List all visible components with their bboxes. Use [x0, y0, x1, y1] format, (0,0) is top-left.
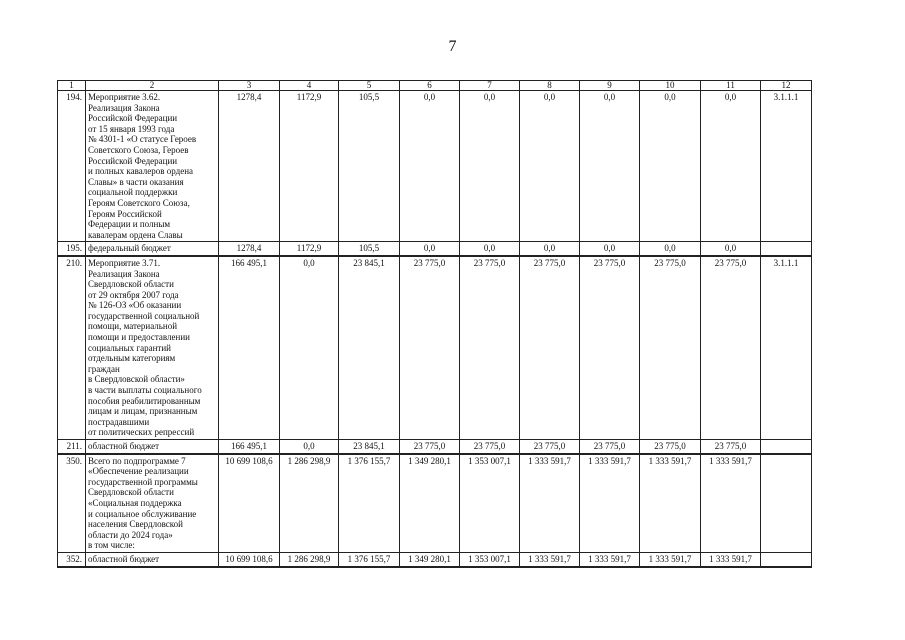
- cell-value: 23 775,0: [520, 256, 580, 440]
- cell-value: 0,0: [701, 91, 761, 242]
- cell-value: 23 775,0: [701, 440, 761, 454]
- cell-value: 1 333 591,7: [520, 552, 580, 566]
- col-header-8: 8: [520, 81, 580, 91]
- col-header-5: 5: [339, 81, 400, 91]
- cell-value: 0,0: [580, 242, 640, 256]
- cell-value: 1172,9: [280, 91, 339, 242]
- cell-value: 1 286 298,9: [280, 454, 339, 553]
- cell-value: 0,0: [640, 91, 701, 242]
- row-number: 350.: [58, 454, 86, 553]
- cell-value: 0,0: [460, 242, 520, 256]
- table-row: [58, 440, 812, 454]
- cell-value: 23 775,0: [580, 256, 640, 440]
- table-row: [58, 552, 812, 566]
- cell-target-ref: [761, 440, 812, 454]
- row-number: 210.: [58, 256, 86, 440]
- table-row: [58, 454, 812, 553]
- cell-value: 105,5: [339, 242, 400, 256]
- col-header-6: 6: [400, 81, 460, 91]
- table-row: [58, 91, 812, 242]
- row-description: областной бюджет: [86, 440, 219, 454]
- cell-target-ref: [761, 552, 812, 566]
- cell-value: 10 699 108,6: [219, 454, 280, 553]
- cell-value: 23 775,0: [460, 440, 520, 454]
- cell-value: 10 699 108,6: [219, 552, 280, 566]
- cell-value: 1 376 155,7: [339, 454, 400, 553]
- row-number: 352.: [58, 552, 86, 566]
- cell-value: 1 353 007,1: [460, 454, 520, 553]
- cell-value: 1 333 591,7: [701, 552, 761, 566]
- cell-value: 23 775,0: [640, 256, 701, 440]
- cell-value: 1 286 298,9: [280, 552, 339, 566]
- cell-value: 0,0: [280, 256, 339, 440]
- cell-value: 0,0: [701, 242, 761, 256]
- cell-value: 0,0: [400, 91, 460, 242]
- cell-value: 1 333 591,7: [580, 454, 640, 553]
- cell-value: 166 495,1: [219, 440, 280, 454]
- col-header-2: 2: [86, 81, 219, 91]
- cell-value: 0,0: [520, 91, 580, 242]
- cell-target-ref: [761, 242, 812, 256]
- cell-value: 0,0: [280, 440, 339, 454]
- col-header-10: 10: [640, 81, 701, 91]
- cell-value: 1 333 591,7: [580, 552, 640, 566]
- cell-value: 0,0: [580, 91, 640, 242]
- cell-value: 1 353 007,1: [460, 552, 520, 566]
- cell-value: 1 349 280,1: [400, 454, 460, 553]
- header-row: [58, 81, 812, 91]
- cell-value: 23 775,0: [460, 256, 520, 440]
- page-number: 7: [448, 38, 457, 55]
- row-description: федеральный бюджет: [86, 242, 219, 256]
- cell-value: 0,0: [400, 242, 460, 256]
- cell-value: 23 775,0: [400, 440, 460, 454]
- cell-value: 1 376 155,7: [339, 552, 400, 566]
- cell-value: 23 775,0: [640, 440, 701, 454]
- col-header-4: 4: [280, 81, 339, 91]
- cell-value: 1 349 280,1: [400, 552, 460, 566]
- cell-value: 1 333 591,7: [640, 454, 701, 553]
- cell-value: 1 333 591,7: [520, 454, 580, 553]
- cell-value: 23 775,0: [580, 440, 640, 454]
- cell-value: 1172,9: [280, 242, 339, 256]
- row-description: Мероприятие 3.71. Реализация Закона Свердловской области от 29 октября 2007 года № 126-ОЗ «Об оказании государственной социальной помощи, материальной помощи и предоставлении социальных гарантий отдельным категориям граждан в Свердловской области» в части выплаты социального пособия реабилитированным лицам и лицам, признанным пострадавшими от политических репрессий: [86, 256, 219, 440]
- cell-value: 0,0: [520, 242, 580, 256]
- cell-value: 105,5: [339, 91, 400, 242]
- row-number: 211.: [58, 440, 86, 454]
- cell-value: 0,0: [460, 91, 520, 242]
- row-number: 194.: [58, 91, 86, 242]
- cell-value: 0,0: [640, 242, 701, 256]
- table-row: [58, 242, 812, 256]
- cell-value: 23 845,1: [339, 440, 400, 454]
- col-header-11: 11: [701, 81, 761, 91]
- cell-value: 1 333 591,7: [701, 454, 761, 553]
- cell-value: 1278,4: [219, 91, 280, 242]
- cell-target-ref: [761, 454, 812, 553]
- table-row: [58, 256, 812, 440]
- cell-value: 166 495,1: [219, 256, 280, 440]
- cell-value: 1278,4: [219, 242, 280, 256]
- col-header-7: 7: [460, 81, 520, 91]
- row-number: 195.: [58, 242, 86, 256]
- col-header-3: 3: [219, 81, 280, 91]
- row-description: Мероприятие 3.62. Реализация Закона Российской Федерации от 15 января 1993 года № 4301-1 «О статусе Героев Советского Союза, Героев Российской Федерации и полных кавалеров ордена Славы» в части оказания социальной поддержки Героям Советского Союза, Героям Российской Федерации и полным кавалерам ордена Славы: [86, 91, 219, 242]
- cell-target-ref: 3.1.1.1: [761, 256, 812, 440]
- col-header-12: 12: [761, 81, 812, 91]
- row-description: областной бюджет: [86, 552, 219, 566]
- cell-value: 23 775,0: [701, 256, 761, 440]
- cell-value: 23 845,1: [339, 256, 400, 440]
- cell-value: 23 775,0: [400, 256, 460, 440]
- col-header-1: 1: [58, 81, 86, 91]
- budget-table: [57, 80, 812, 568]
- cell-target-ref: 3.1.1.1: [761, 91, 812, 242]
- row-description: Всего по подпрограмме 7 «Обеспечение реализации государственной программы Свердловской области «Социальная поддержка и социальное обслуживание населения Свердловской области до 2024 года» в том числе:: [86, 454, 219, 553]
- cell-value: 1 333 591,7: [640, 552, 701, 566]
- col-header-9: 9: [580, 81, 640, 91]
- cell-value: 23 775,0: [520, 440, 580, 454]
